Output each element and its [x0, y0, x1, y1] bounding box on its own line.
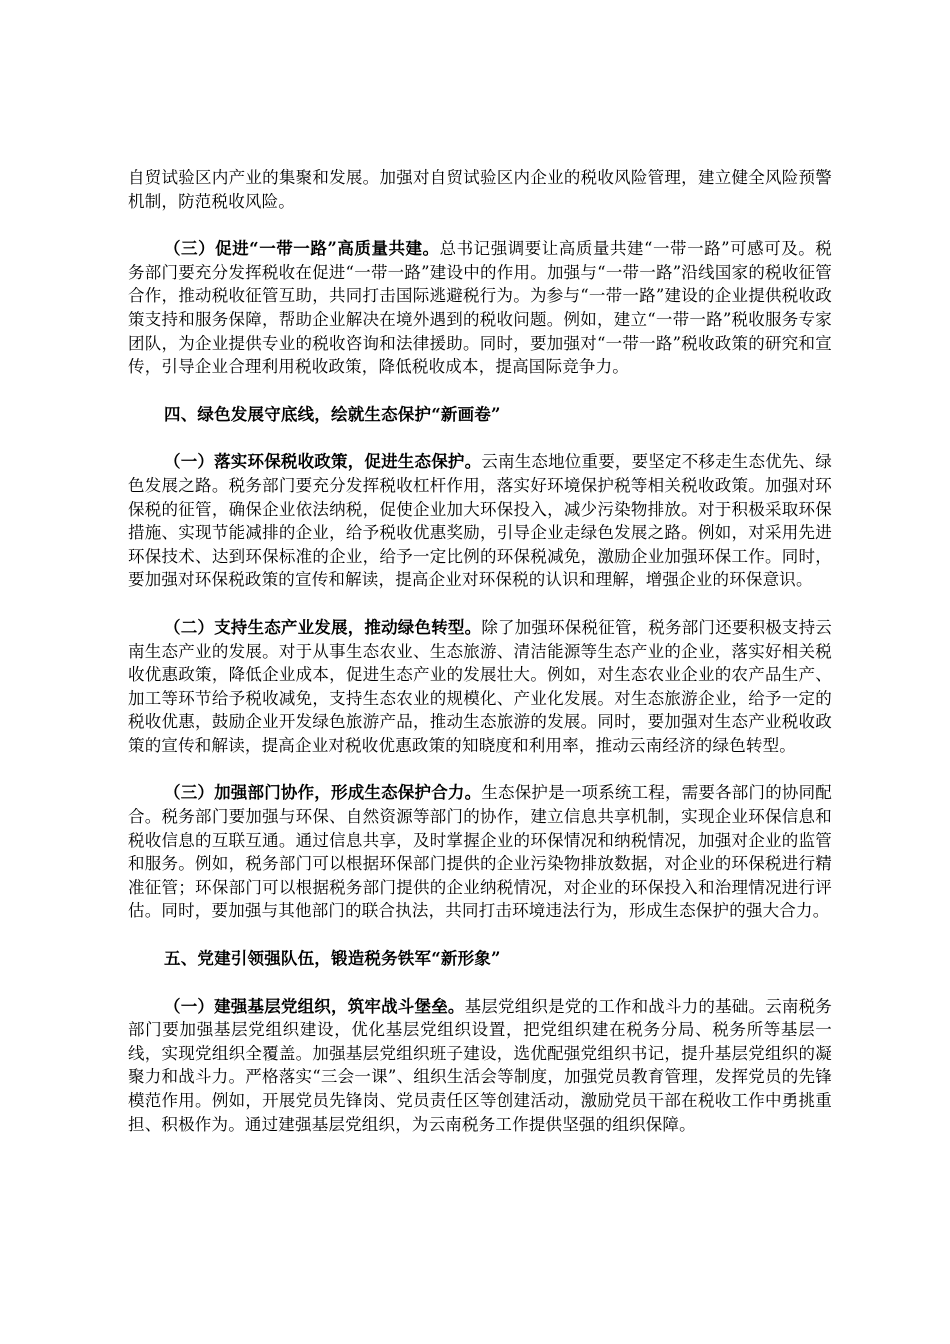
paragraph-department-cooperation [128, 781, 832, 923]
paragraph-text: 生态保护是一项系统工程，需要各部门的协同配合。税务部门要加强与环保、自然资源等部门的协作，建立信息共享机制，实现企业环保信息和税收信息的互联互通。通过信息共享，及时掌握企业的环保情况和纳税情况，加强对企业的监管和服务。例如，税务部门可以根据环保部门提供的企业污染物排放数据，对企业的环保税进行精准征管；环保部门可以根据税务部门提供的企业纳税情况，对企业的环保投入和治理情况进行评估。同时，要加强与其他部门的联合执法，共同打击环境违法行为，形成生态保护的强大合力。 [128, 783, 833, 921]
document-page [128, 166, 832, 1136]
paragraph-eco-industry [128, 616, 832, 758]
paragraph-text: 云南生态地位重要，要坚定不移走生态优先、绿色发展之路。税务部门要充分发挥税收杠杆作用，落实好环境保护税等相关税收政策。加强对环保税的征管，确保企业依法纳税，促使企业加大环保投入，减少污染物排放。对于积极采取环保措施、实现节能减排的企业，给予税收优惠奖励，引导企业走绿色发展之路。例如，对采用先进环保技术、达到环保标准的企业，给予一定比例的环保税减免，激励企业加强环保工作。同时，要加强对环保税政策的宣传和解读，提高企业对环保税的认识和理解，增强企业的环保意识。 [128, 452, 833, 590]
paragraph-lead: （一）落实环保税收政策，促进生态保护。 [164, 452, 482, 472]
paragraph-lead: （一）建强基层党组织，筑牢战斗堡垒。 [164, 996, 465, 1016]
paragraph-belt-and-road [128, 237, 832, 379]
paragraph-text: 基层党组织是党的工作和战斗力的基础。云南税务部门要加强基层党组织建设，优化基层党组织设置，把党组织建在税务分局、税务所等基层一线，实现党组织全覆盖。加强基层党组织班子建设，选优配强党组织书记，提升基层党组织的凝聚力和战斗力。严格落实“三会一课”、组织生活会等制度，加强党员教育管理，发挥党员的先锋模范作用。例如，开展党员先锋岗、党员责任区等创建活动，激励党员干部在税收工作中勇挑重担、积极作为。通过建强基层党组织，为云南税务工作提供坚强的组织保障。 [128, 996, 833, 1134]
paragraph-text: 总书记强调要让高质量共建“一带一路”可感可及。税务部门要充分发挥税收在促进“一带一路”建设中的作用。加强与“一带一路”沿线国家的税收征管合作，推动税收征管互助，共同打击国际逃避税行为。为参与“一带一路”建设的企业提供税收政策支持和服务保障，帮助企业解决在境外遇到的税收问题。例如，建立“一带一路”税收服务专家团队，为企业提供专业的税收咨询和法律援助。同时，要加强对“一带一路”税收政策的研究和宣传，引导企业合理利用税收政策，降低税收成本，提高国际竞争力。 [128, 239, 832, 377]
paragraph-lead: （三）促进“一带一路”高质量共建。 [164, 239, 440, 259]
paragraph-grassroots-party [128, 995, 832, 1137]
paragraph-lead: （二）支持生态产业发展，推动绿色转型。 [164, 617, 482, 637]
paragraph-lead: （三）加强部门协作，形成生态保护合力。 [164, 783, 482, 803]
paragraph-continuation [128, 166, 832, 213]
section-heading-green-development: 四、绿色发展守底线，绘就生态保护“新画卷” [164, 404, 501, 424]
paragraph-text: 除了加强环保税征管，税务部门还要积极支持云南生态产业的发展。对于从事生态农业、生态旅游、清洁能源等生态产业的企业，落实好相关税收优惠政策，降低企业成本，促进生态产业的发展壮大。例如，对生态农业企业的农产品生产、加工等环节给予税收减免，支持生态农业的规模化、产业化发展。对生态旅游企业，给予一定的税收优惠，鼓励企业开发绿色旅游产品，推动生态旅游的发展。同时，要加强对生态产业税收政策的宣传和解读，提高企业对税收优惠政策的知晓度和利用率，推动云南经济的绿色转型。 [128, 617, 833, 755]
paragraph-environmental-tax [128, 450, 832, 592]
paragraph-text: 自贸试验区内产业的集聚和发展。加强对自贸试验区内企业的税收风险管理，建立健全风险预警机制，防范税收风险。 [128, 168, 832, 211]
section-heading-party-building: 五、党建引领强队伍，锻造税务铁军“新形象” [164, 949, 501, 969]
